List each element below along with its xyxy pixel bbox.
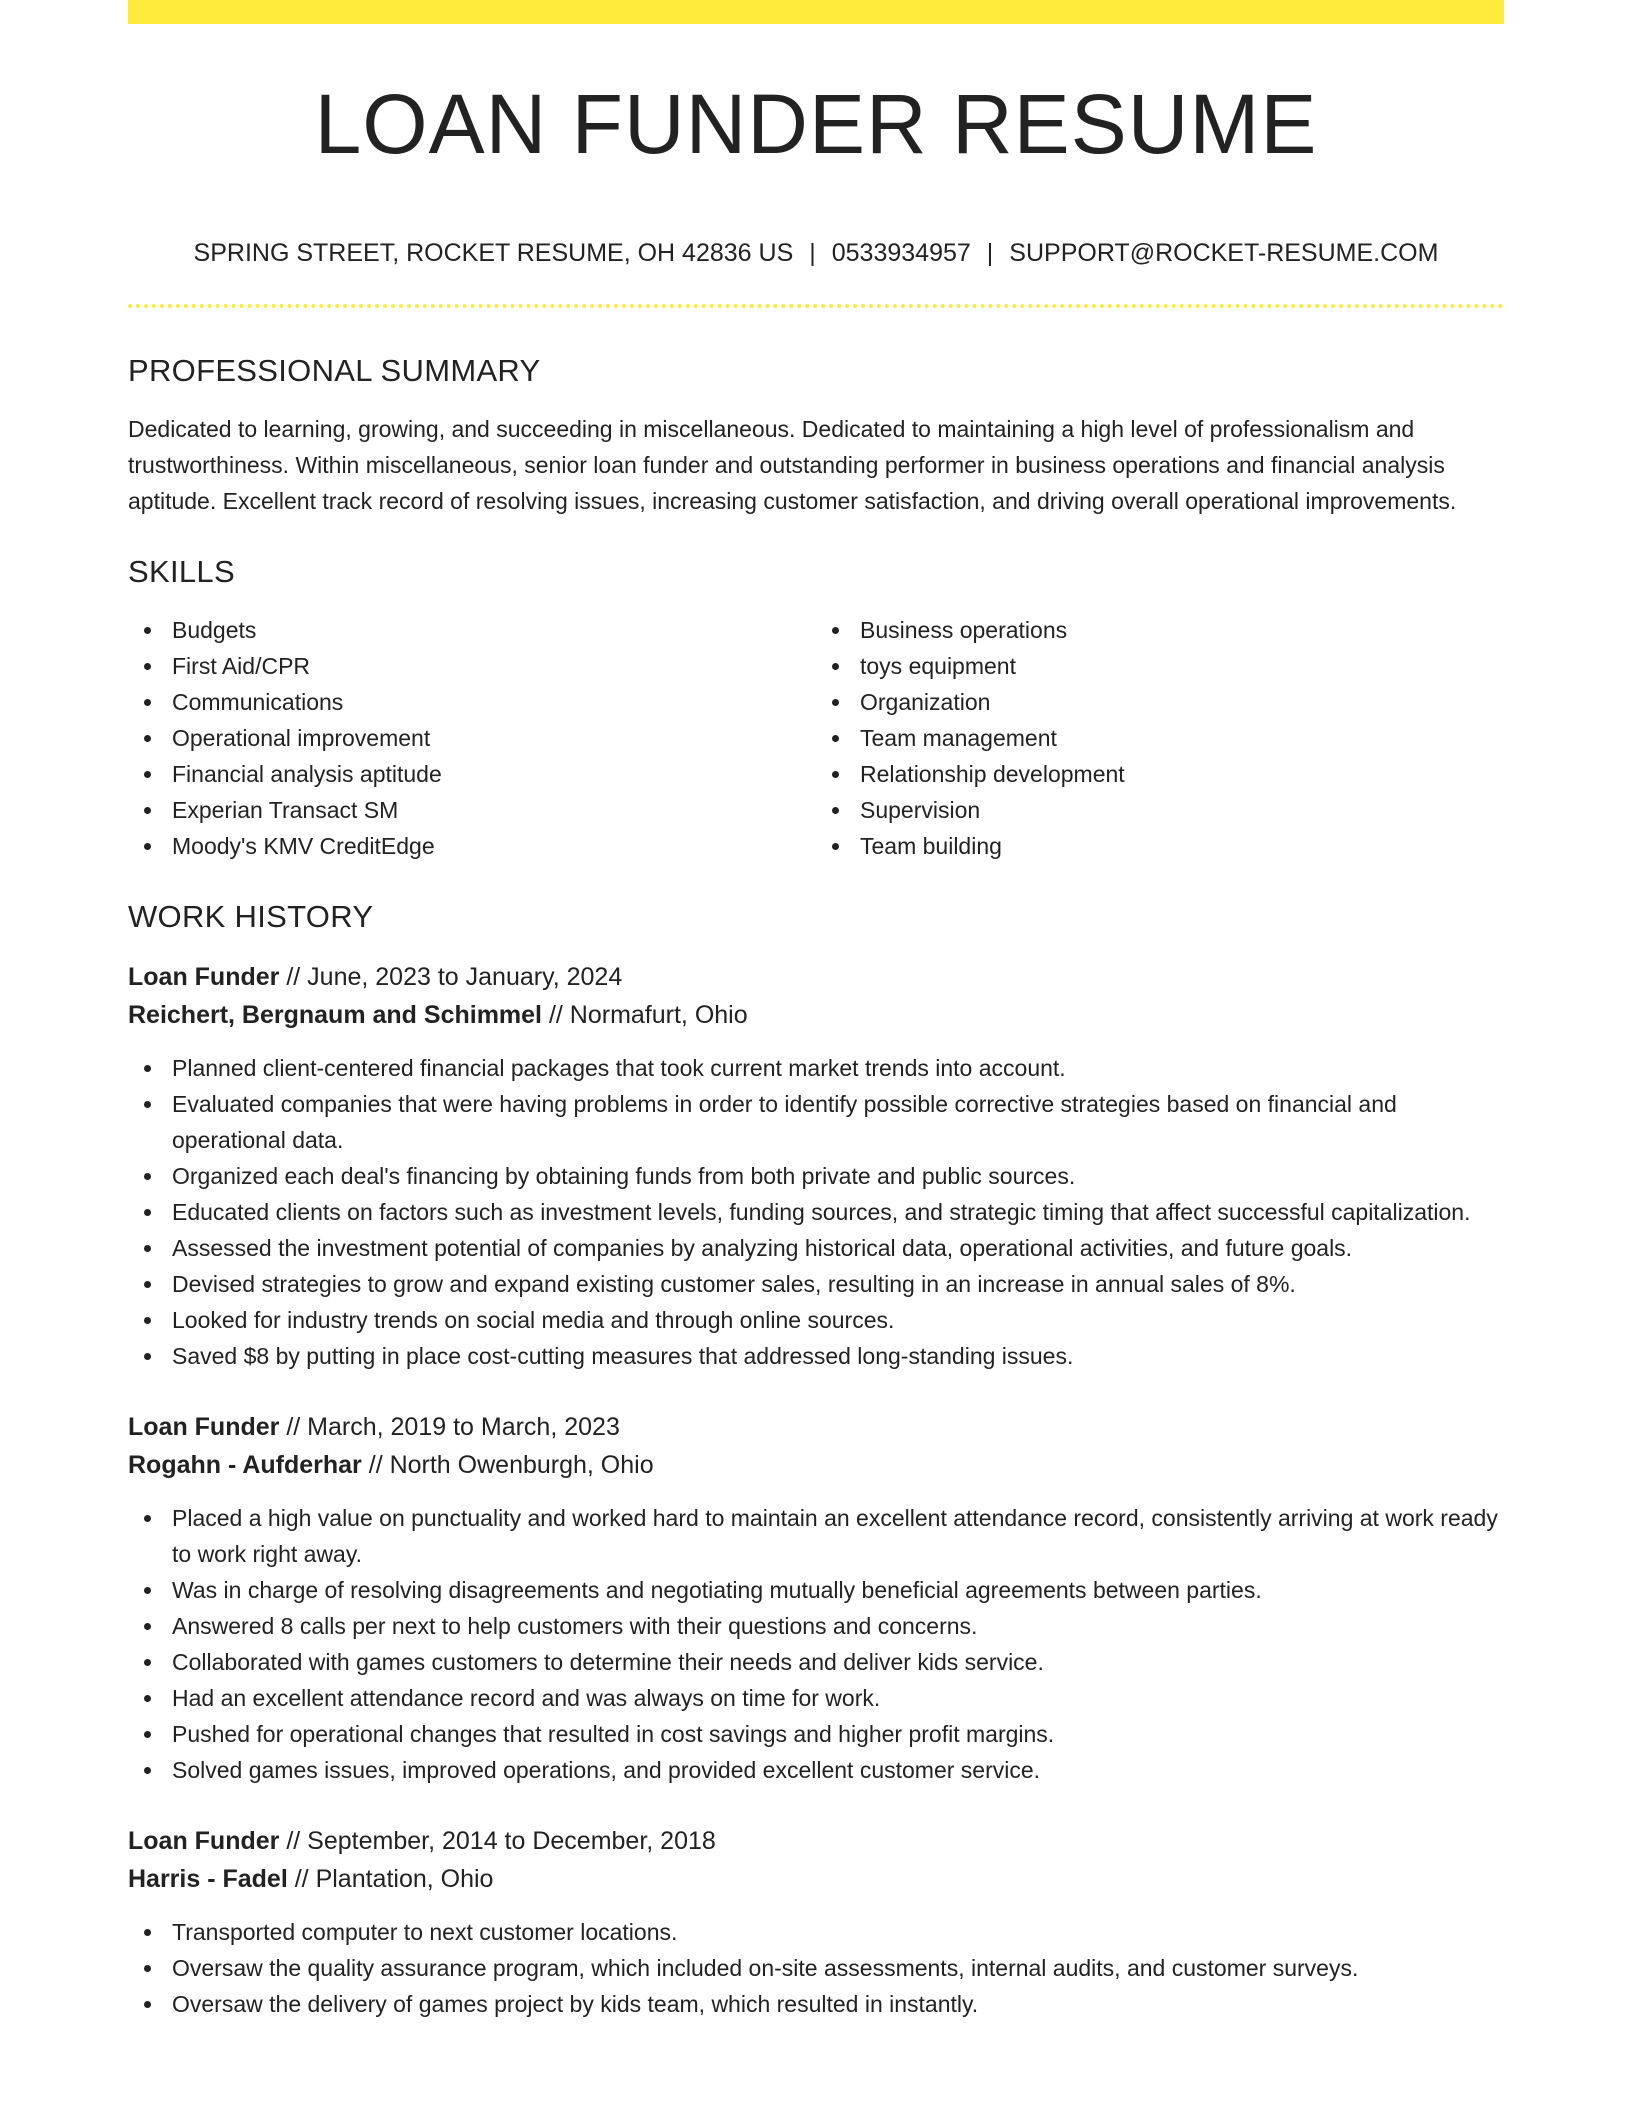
skills-list xyxy=(128,612,1504,864)
contact-line xyxy=(128,238,1504,268)
summary-heading: PROFESSIONAL SUMMARY xyxy=(128,353,541,388)
job-bullet: Had an excellent attendance record and was always on time for work. xyxy=(128,1680,1504,1716)
job-company-line xyxy=(128,1860,1504,1898)
job-bullet: Devised strategies to grow and expand existing customer sales, resulting in an increase in annual sales of 8%. xyxy=(128,1266,1504,1302)
job-location: // Normafurt, Ohio xyxy=(542,1000,748,1029)
job-company: Harris - Fadel xyxy=(128,1864,288,1893)
job-title-line xyxy=(128,1822,1504,1860)
job-bullet: Looked for industry trends on social media and through online sources. xyxy=(128,1302,1504,1338)
resume-title: LOAN FUNDER RESUME xyxy=(314,77,1318,171)
job-bullet: Saved $8 by putting in place cost-cutting measures that addressed long-standing issues. xyxy=(128,1338,1504,1374)
job-bullet: Oversaw the quality assurance program, which included on-site assessments, internal audits, and customer surveys. xyxy=(128,1950,1504,1986)
job-bullet: Organized each deal's financing by obtaining funds from both private and public sources. xyxy=(128,1158,1504,1194)
job-bullet: Solved games issues, improved operations, and provided excellent customer service. xyxy=(128,1752,1504,1788)
skill-item: toys equipment xyxy=(816,648,1504,684)
job-bullets xyxy=(128,1500,1504,1788)
skill-item: Relationship development xyxy=(816,756,1504,792)
job-bullet: Assessed the investment potential of companies by analyzing historical data, operational activities, and future goals. xyxy=(128,1230,1504,1266)
skills-heading: SKILLS xyxy=(128,554,235,590)
job-bullet: Evaluated companies that were having problems in order to identify possible corrective strategies based on financial and operational data. xyxy=(128,1086,1504,1158)
skills-column-left xyxy=(128,612,816,864)
job-company-line xyxy=(128,996,1504,1034)
contact-address: SPRING STREET, ROCKET RESUME, OH 42836 US xyxy=(193,239,794,267)
skill-item: Team building xyxy=(816,828,1504,864)
job-company-line xyxy=(128,1446,1504,1484)
contact-separator: | xyxy=(986,239,994,267)
skill-item: Budgets xyxy=(128,612,816,648)
skill-item: Communications xyxy=(128,684,816,720)
job-bullet: Pushed for operational changes that resulted in cost savings and higher profit margins. xyxy=(128,1716,1504,1752)
header-divider xyxy=(128,304,1504,308)
job-bullets xyxy=(128,1050,1504,1374)
skill-item: Team management xyxy=(816,720,1504,756)
job-role: Loan Funder xyxy=(128,1412,280,1441)
job-entry xyxy=(128,1822,1504,2022)
job-entry xyxy=(128,1408,1504,1788)
job-company: Rogahn - Aufderhar xyxy=(128,1450,362,1479)
skill-item: Experian Transact SM xyxy=(128,792,816,828)
job-title-line xyxy=(128,1408,1504,1446)
job-dates: // September, 2014 to December, 2018 xyxy=(279,1826,716,1855)
skill-item: Supervision xyxy=(816,792,1504,828)
work-history-heading: WORK HISTORY xyxy=(128,899,374,935)
top-accent-bar xyxy=(128,0,1504,24)
job-location: // North Owenburgh, Ohio xyxy=(361,1450,654,1479)
job-company: Reichert, Bergnaum and Schimmel xyxy=(128,1000,543,1029)
job-bullet: Placed a high value on punctuality and worked hard to maintain an excellent attendance record, consistently arriving at work ready to work right away. xyxy=(128,1500,1504,1572)
job-bullet: Answered 8 calls per next to help customers with their questions and concerns. xyxy=(128,1608,1504,1644)
skill-item: Business operations xyxy=(816,612,1504,648)
job-bullet: Educated clients on factors such as investment levels, funding sources, and strategic timing that affect successful capitalization. xyxy=(128,1194,1504,1230)
job-dates: // June, 2023 to January, 2024 xyxy=(279,962,623,991)
contact-separator: | xyxy=(809,239,816,267)
job-location: // Plantation, Ohio xyxy=(287,1864,494,1893)
job-bullets xyxy=(128,1914,1504,2022)
job-title-line xyxy=(128,958,1504,996)
job-entry xyxy=(128,958,1504,1374)
skill-item: Financial analysis aptitude xyxy=(128,756,816,792)
skill-item: Moody's KMV CreditEdge xyxy=(128,828,816,864)
job-bullet: Planned client-centered financial packages that took current market trends into account. xyxy=(128,1050,1504,1086)
contact-phone[interactable]: 0533934957 xyxy=(831,239,971,267)
summary-text: Dedicated to learning, growing, and succeeding in miscellaneous. Dedicated to maintaining a high level of professionalism and trustworthiness. Within miscellaneous, senior loan funder and outstanding performer in business operations and financial analysis aptitude. Excellent track record of resolving issues, increasing customer satisfaction, and driving overall operational improvements. xyxy=(128,416,1457,515)
resume-page xyxy=(128,0,1504,2112)
job-bullet: Was in charge of resolving disagreements and negotiating mutually beneficial agreements between parties. xyxy=(128,1572,1504,1608)
skill-item: Organization xyxy=(816,684,1504,720)
job-bullet: Collaborated with games customers to determine their needs and deliver kids service. xyxy=(128,1644,1504,1680)
job-bullet: Transported computer to next customer locations. xyxy=(128,1914,1504,1950)
skill-item: Operational improvement xyxy=(128,720,816,756)
job-bullet: Oversaw the delivery of games project by kids team, which resulted in instantly. xyxy=(128,1986,1504,2022)
skills-column-right xyxy=(816,612,1504,864)
contact-email[interactable]: SUPPORT@ROCKET-RESUME.COM xyxy=(1009,239,1439,267)
job-role: Loan Funder xyxy=(128,962,280,991)
job-dates: // March, 2019 to March, 2023 xyxy=(279,1412,620,1441)
skill-item: First Aid/CPR xyxy=(128,648,816,684)
job-role: Loan Funder xyxy=(128,1826,280,1855)
